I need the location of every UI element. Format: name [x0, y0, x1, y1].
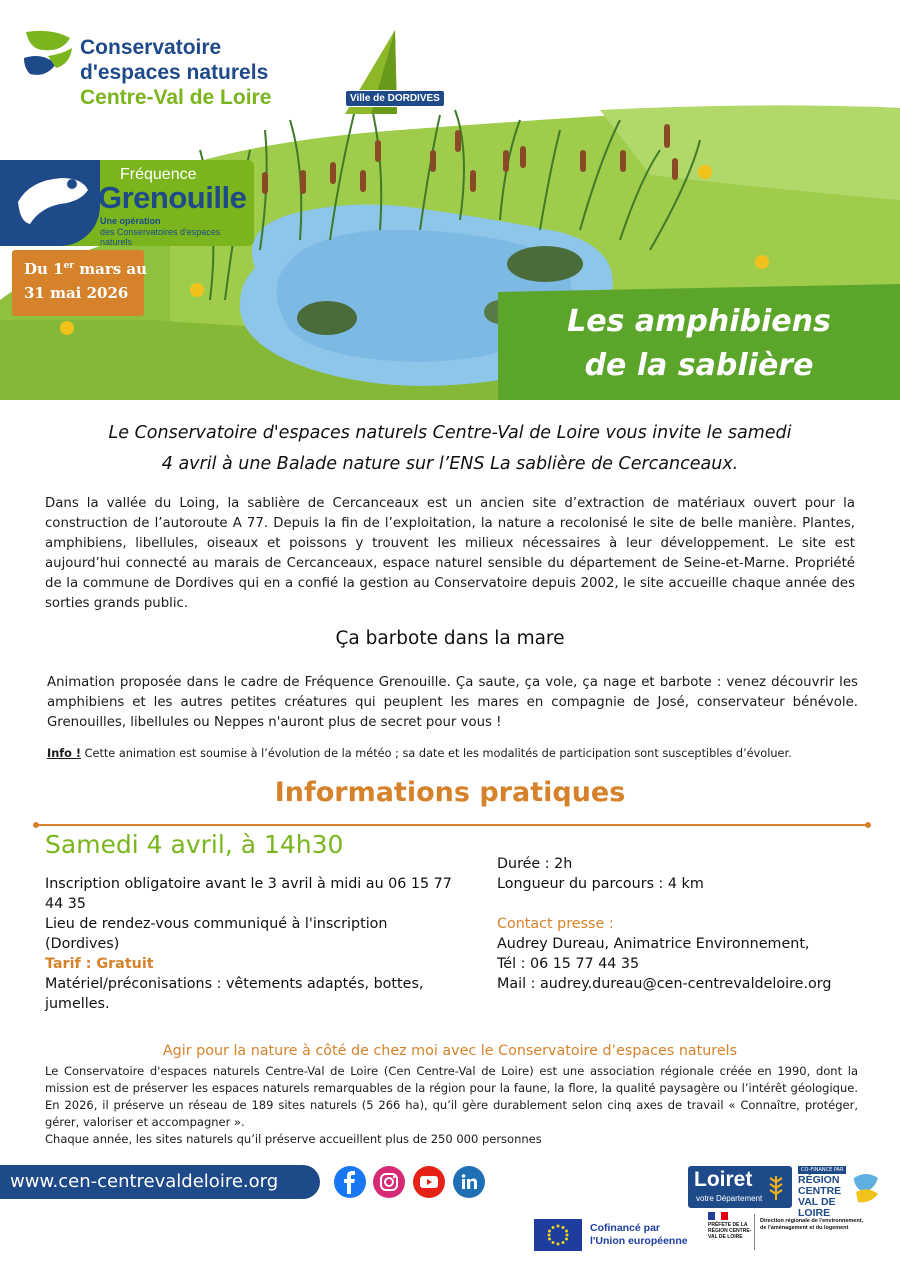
press-contact-phone[interactable]: Tél : 06 15 77 44 35	[497, 956, 640, 972]
loiret-logo[interactable]	[688, 1166, 792, 1208]
route-length: Longueur du parcours : 4 km	[497, 876, 704, 892]
prefet-text: PRÉFÈTE DE LA RÉGION CENTRE-VAL DE LOIRE	[708, 1222, 752, 1240]
region-cofinance: CO-FINANCÉ PAR	[798, 1166, 846, 1174]
org-name-line3: Centre-Val de Loire	[80, 86, 272, 109]
agir-paragraph: Le Conservatoire d'espaces naturels Centre-Val de Loire (Cen Centre-Val de Loire) est une association régionale créée en 1990, dont la mission est de préserver les espaces naturels remarquables de la région pour la faune, la flore, la qualité paysagère ou l’intérêt géologique. En 2026, il préserve un réseau de 189 sites naturels (5 266 ha), qu’il gère durablement selon cinq axes de travail « Connaître, protéger, gérer, valoriser et accompagner ».	[45, 1064, 858, 1129]
eu-line1: Cofinancé par	[590, 1222, 661, 1234]
weather-note	[47, 747, 858, 760]
dordives-tag: Ville de DORDIVES	[345, 90, 445, 107]
event-dates	[12, 250, 148, 316]
practical-left	[45, 874, 465, 1014]
section-title: Ça barbote dans la mare	[335, 628, 565, 649]
dreal-line1: Direction régionale de l'environnement,	[760, 1218, 864, 1224]
intro-line1: Le Conservatoire d'espaces naturels Centre-Val de Loire vous invite le samedi	[108, 423, 792, 443]
prefecture-logo	[696, 1212, 872, 1260]
frequence-grenouille-badge[interactable]	[0, 160, 254, 246]
eu-line2: l'Union européenne	[590, 1235, 688, 1247]
press-contact-name: Audrey Dureau, Animatrice Environnement,	[497, 936, 810, 952]
youtube-icon[interactable]	[413, 1166, 445, 1198]
region-name: RÉGION CENTRE VAL DE LOIRE	[798, 1174, 842, 1219]
title-line2: de la sablière	[584, 348, 814, 383]
frog-icon	[0, 160, 100, 246]
title-line1: Les amphibiens	[567, 304, 831, 339]
info-label: Info !	[47, 747, 82, 760]
eu-flag	[534, 1219, 582, 1251]
header-banner	[0, 0, 900, 400]
facebook-icon[interactable]	[334, 1166, 366, 1198]
dates-line2: 31 mai 2026	[24, 284, 129, 302]
wheat-icon	[764, 1174, 788, 1202]
prefet-separator	[754, 1214, 755, 1250]
org-name-line2: d'espaces naturels	[80, 61, 269, 84]
dreal-text	[760, 1218, 863, 1232]
org-name-line1: Conservatoire	[80, 36, 222, 59]
dordives-logo[interactable]	[335, 30, 440, 116]
equipment: Matériel/préconisations : vêtements adaptés, bottes, jumelles.	[45, 976, 424, 1012]
intro-line2: 4 avril à une Balade nature sur l’ENS La sablière de Cercanceaux.	[161, 454, 739, 474]
badge-sub2: des Conservatoires d'espaces naturels	[100, 227, 221, 247]
practical-title: Informations pratiques	[274, 777, 626, 808]
marianne-flag-icon	[708, 1212, 728, 1220]
duration: Durée : 2h	[497, 856, 573, 872]
agir-last-line: Chaque année, les sites naturels qu’il préserve accueillent plus de 250 000 personnes	[45, 1132, 542, 1146]
cen-logo[interactable]	[22, 28, 302, 113]
meeting-place: Lieu de rendez-vous communiqué à l'inscription (Dordives)	[45, 916, 388, 952]
intro	[40, 418, 860, 480]
agir-text	[45, 1063, 858, 1148]
event-day: Samedi 4 avril, à 14h30	[45, 830, 344, 859]
region-logo[interactable]	[798, 1166, 882, 1219]
press-contact-label: Contact presse :	[497, 916, 614, 932]
site-description: Dans la vallée du Loing, la sablière de Cercanceaux est un ancien site d’extraction de matériaux ouvert pour la construction de l’autoroute A 77. Depuis la fin de l’exploitation, la nature a recolonisé le site de belle manière. Plantes, amphibiens, libellules, oiseaux et poissons y trouvent les milieux nécessaires à leur développement. Le site est aujourd’hui connecté au marais de Cercanceaux, espace naturel sensible du département de Seine-et-Marne. Propriété de la commune de Dordives qui en a confié la gestion au Conservatoire depuis 2002, le site accueille chaque année des sorties grands public.	[45, 496, 855, 611]
dates-line1: Du 1er mars au	[24, 260, 148, 278]
loiret-sub: votre Département	[696, 1194, 763, 1203]
instagram-icon[interactable]	[373, 1166, 405, 1198]
inscription: Inscription obligatoire avant le 3 avril à midi au 06 15 77 44 35	[45, 876, 452, 912]
info-text: Cette animation est soumise à l’évolution de la météo ; sa date et les modalités de participation sont susceptibles d’évoluer.	[81, 747, 792, 760]
eu-stars-icon	[534, 1219, 582, 1251]
frog-frame	[0, 160, 100, 246]
website-link[interactable]: www.cen-centrevaldeloire.org	[0, 1165, 320, 1199]
linkedin-icon[interactable]	[453, 1166, 485, 1198]
divider	[36, 824, 868, 826]
dreal-line2: de l'aménagement et du logement	[760, 1225, 849, 1231]
region-mark-icon	[850, 1170, 882, 1206]
badge-frequence: Fréquence	[120, 166, 197, 183]
loiret-name: Loiret	[694, 1168, 753, 1191]
leaf-icon	[22, 28, 76, 88]
badge-sub1: Une opération	[100, 216, 161, 226]
badge-grenouille: Grenouille	[98, 180, 247, 215]
page-title	[498, 288, 900, 400]
eu-cofinance	[590, 1222, 688, 1248]
press-contact-email[interactable]: Mail : audrey.dureau@cen-centrevaldeloire.org	[497, 976, 832, 992]
practical-right	[497, 854, 877, 994]
agir-title: Agir pour la nature à côté de chez moi avec le Conservatoire d’espaces naturels	[162, 1043, 738, 1059]
animation-description: Animation proposée dans le cadre de Fréquence Grenouille. Ça saute, ça vole, ça nage et barbote : venez découvrir les amphibiens et les autres petites créatures qui peuplent les mares en compagnie de José, conservateur bénévole. Grenouilles, libellules ou Neppes n'auront plus de secret pour vous !	[47, 675, 858, 730]
price: Tarif : Gratuit	[45, 956, 154, 972]
